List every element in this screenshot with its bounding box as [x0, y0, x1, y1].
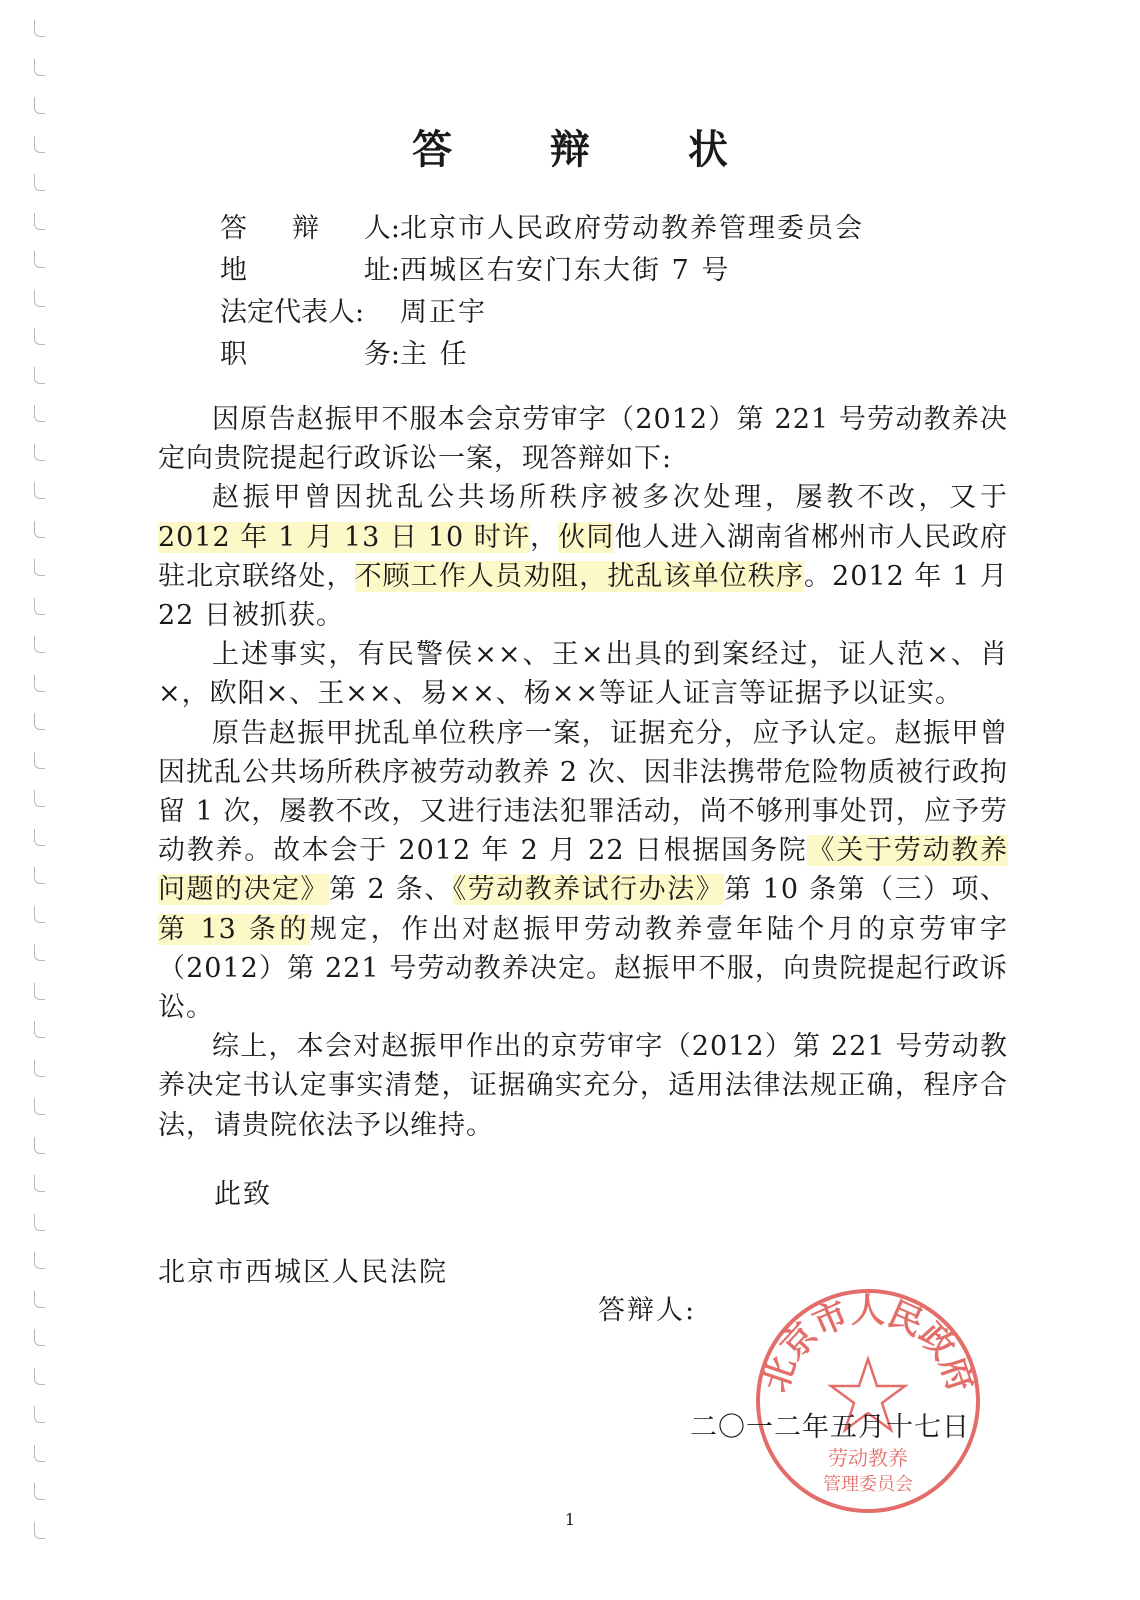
binder-hole-mark — [34, 482, 45, 499]
document-date: 二〇一二年五月十七日 — [690, 1412, 970, 1443]
seal-inner-text: 劳动教养 — [828, 1446, 908, 1470]
binder-hole-mark — [34, 328, 45, 345]
seal-inner-text: 管理委员会 — [823, 1474, 913, 1495]
paragraph-reasoning: 原告赵振甲扰乱单位秩序一案，证据充分，应予认定。赵振甲曾因扰乱公共场所秩序被劳动教养 2 次、因非法携带危险物质被行政拘留 1 次，屡教不改，又进行违法犯罪活动，尚不够刑事处罚，应予劳动教养。故本会于 2012 年 2 月 22 日根据国务院《关于劳动教养问题的决定》第 2 条、《劳动教养试行办法》第 10 条第（三）项、第 13 条的规定，作出对赵振甲劳动教养壹年陆个月的京劳审字（2012）第 221 号劳动教养决定。赵振甲不服，向贵院提起行政诉讼。 — [158, 717, 1009, 1024]
binder-hole-mark — [34, 829, 45, 846]
binder-hole-mark — [34, 367, 45, 384]
paragraph-facts: 赵振甲曾因扰乱公共场所秩序被多次处理，屡教不改，又于2012 年 1 月 13 日 10 时许，伙同他人进入湖南省郴州市人民政府驻北京联络处，不顾工作人员劝阻，扰乱该单位秩序。2012 年 1 月 22 日被抓获。 — [158, 482, 1009, 632]
binder-hole-mark — [34, 290, 45, 307]
info-label: 法定代表人: — [220, 297, 365, 328]
binder-hole-mark — [34, 1252, 45, 1269]
addressee-court: 北京市西城区人民法院 — [158, 1257, 448, 1288]
binder-hole-mark — [34, 598, 45, 615]
binder-hole-mark — [34, 1445, 45, 1462]
signature-label: 答辩人: — [598, 1295, 697, 1326]
binder-hole-mark — [34, 1329, 45, 1346]
info-value: 主 任 — [400, 339, 469, 370]
binder-hole-mark — [34, 1406, 45, 1423]
document-body — [158, 400, 1008, 1145]
binder-hole-mark — [34, 1368, 45, 1385]
binder-hole-mark — [34, 1137, 45, 1154]
page-number: 1 — [564, 1510, 576, 1529]
info-row — [220, 292, 864, 334]
binder-hole-mark — [34, 752, 45, 769]
binder-holes — [30, 20, 50, 1580]
paragraph-evidence: 上述事实，有民警侯××、王×出具的到案经过，证人范×、肖×，欧阳×、王××、易××、杨××等证人证言等证据予以证实。 — [158, 639, 1008, 710]
binder-hole-mark — [34, 1060, 45, 1077]
seal-ring-text: 北京市人民政府 — [755, 1291, 981, 1397]
binder-hole-mark — [34, 1483, 45, 1500]
highlight: 第 13 条的 — [158, 913, 310, 945]
info-label: 职 务: — [220, 339, 400, 370]
highlight: 2012 年 1 月 13 日 10 时许 — [158, 521, 531, 553]
svg-text:北京市人民政府 — [756, 1291, 981, 1397]
info-label: 答 辩 人: — [220, 213, 400, 244]
highlight: 《关于劳动教养问题的决定》 — [158, 835, 1009, 906]
binder-hole-mark — [34, 213, 45, 230]
highlight: 不顾工作人员劝阻，扰乱该单位秩序 — [354, 560, 804, 592]
respondent-info — [220, 208, 864, 376]
binder-hole-mark — [34, 983, 45, 1000]
paragraph-conclusion: 综上，本会对赵振甲作出的京劳审字（2012）第 221 号劳动教养决定书认定事实清楚，证据确实充分，适用法律法规正确，程序合法，请贵院依法予以维持。 — [158, 1031, 1008, 1141]
paragraph-intro: 因原告赵振甲不服本会京劳审字（2012）第 221 号劳动教养决定向贵院提起行政诉讼一案，现答辩如下: — [158, 404, 1008, 475]
highlight: 《劳动教养试行办法》 — [452, 874, 725, 906]
binder-hole-mark — [34, 20, 45, 37]
info-value: 周正宇 — [400, 297, 487, 328]
binder-hole-mark — [34, 636, 45, 653]
binder-hole-mark — [34, 1098, 45, 1115]
info-row — [220, 208, 864, 250]
salutation: 此致 — [214, 1179, 272, 1210]
binder-hole-mark — [34, 1021, 45, 1038]
info-row — [220, 334, 864, 376]
binder-hole-mark — [34, 251, 45, 268]
binder-hole-mark — [34, 713, 45, 730]
binder-hole-mark — [34, 444, 45, 461]
binder-hole-mark — [34, 944, 45, 961]
highlight: 伙同 — [558, 521, 615, 553]
document-title: 答 辩 状 — [412, 126, 770, 173]
binder-hole-mark — [34, 97, 45, 114]
info-label: 地 址: — [220, 255, 400, 286]
binder-hole-mark — [34, 559, 45, 576]
binder-hole-mark — [34, 405, 45, 422]
binder-hole-mark — [34, 59, 45, 76]
binder-hole-mark — [34, 867, 45, 884]
info-row — [220, 250, 864, 292]
info-value: 西城区右安门东大街 7 号 — [400, 255, 731, 286]
binder-hole-mark — [34, 174, 45, 191]
binder-hole-mark — [34, 1291, 45, 1308]
binder-hole-mark — [34, 790, 45, 807]
binder-hole-mark — [34, 1175, 45, 1192]
info-value: 北京市人民政府劳动教养管理委员会 — [400, 213, 864, 244]
binder-hole-mark — [34, 521, 45, 538]
binder-hole-mark — [34, 1214, 45, 1231]
binder-hole-mark — [34, 675, 45, 692]
official-seal — [752, 1285, 984, 1517]
binder-hole-mark — [34, 906, 45, 923]
